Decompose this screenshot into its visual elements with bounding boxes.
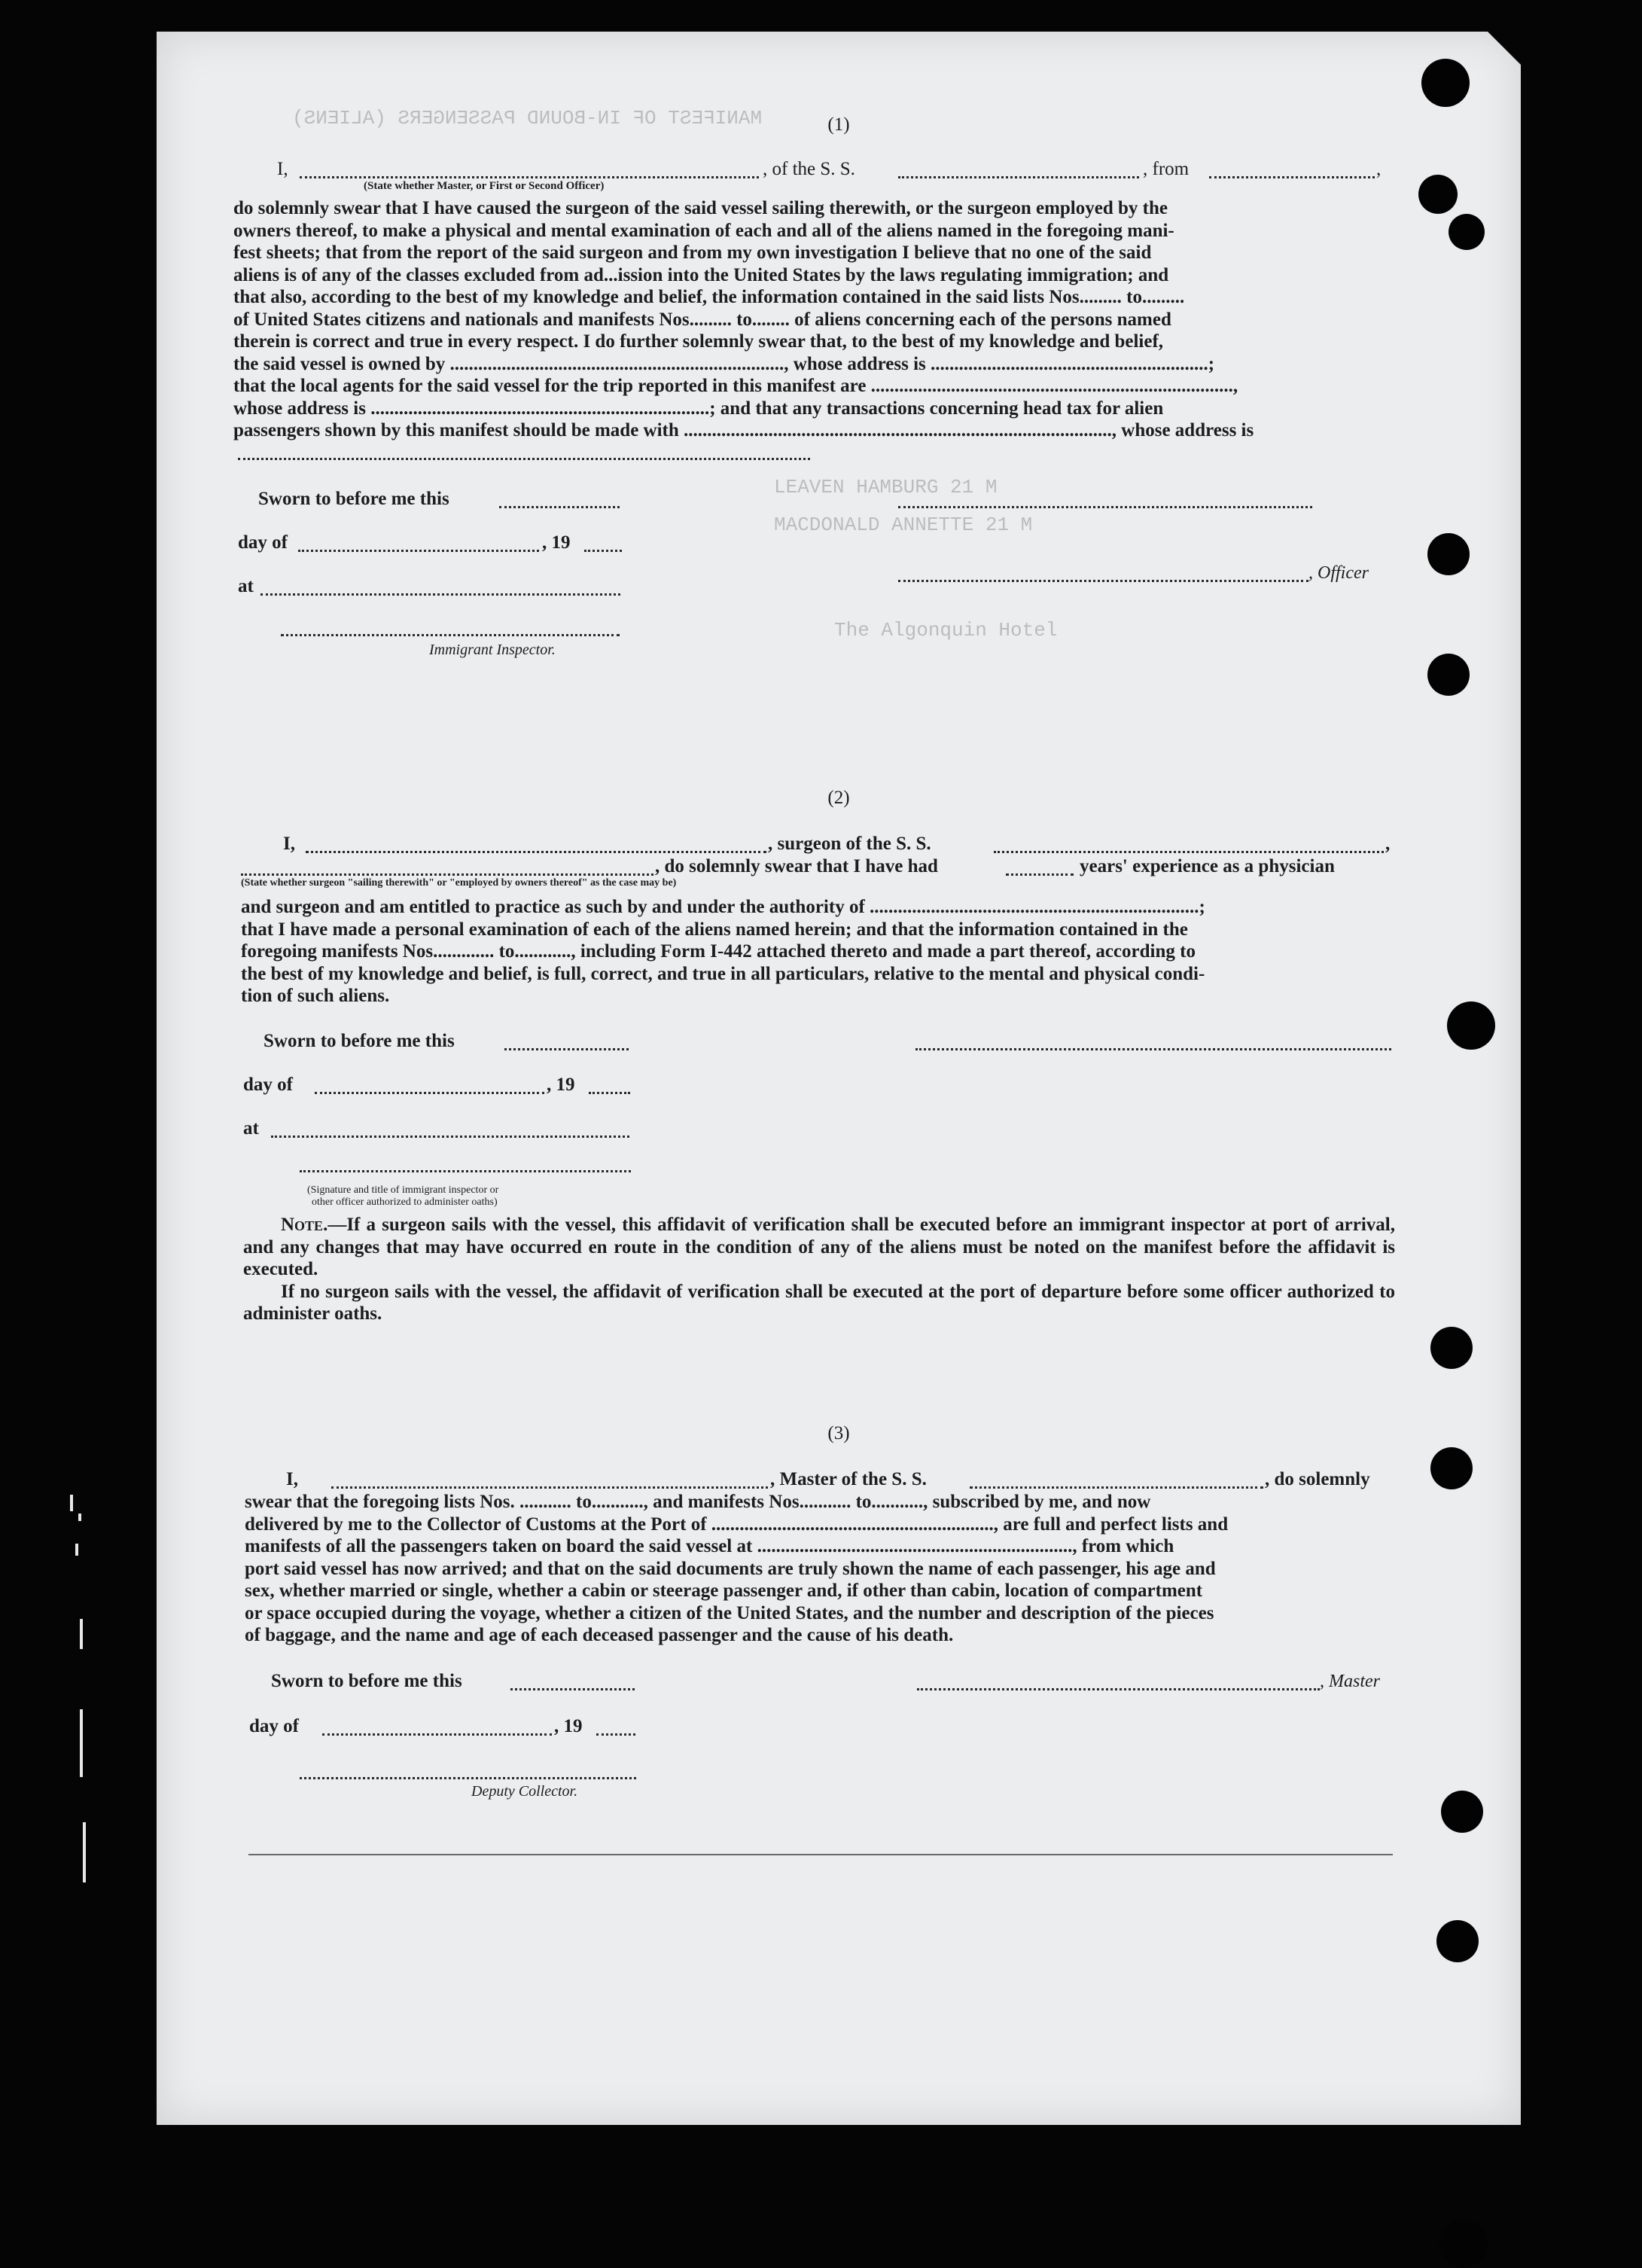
s1-line: owners thereof, to make a physical and mental examination of each and all of the aliens named in the foregoing mani-: [233, 220, 1174, 241]
s2-status-field[interactable]: [241, 873, 653, 876]
s3-i-label: I,: [286, 1469, 298, 1489]
s3-line: swear that the foregoing lists Nos. ........... to..........., and manifests Nos........... to..........., subscribed by me, and now: [245, 1492, 1151, 1512]
s1-from-label: , from: [1143, 159, 1190, 179]
s2-line: foregoing manifests Nos............. to............, including Form I-442 attached thereto and made a part thereof, according to: [241, 941, 1196, 962]
s1-day-field[interactable]: [298, 550, 539, 552]
binder-hole: [1447, 1001, 1495, 1050]
s3-master-name-field[interactable]: [331, 1486, 768, 1489]
s1-address-field[interactable]: [238, 458, 810, 460]
s2-sig-note-1: (Signature and title of immigrant inspector or: [307, 1184, 499, 1196]
film-edge-mark: [80, 1619, 83, 1649]
s2-oath-text: [241, 896, 1391, 1007]
s3-sworn-date-field[interactable]: [510, 1688, 635, 1690]
s1-line: do solemnly swear that I have caused the surgeon of the said vessel sailing therewith, or the surgeon employed by the: [233, 198, 1168, 218]
s1-line: that the local agents for the said vessel for the trip reported in this manifest are .............................................................................,: [233, 376, 1238, 396]
s1-inspector-signature-line[interactable]: [281, 634, 620, 636]
s2-note-paragraph: [243, 1214, 1395, 1325]
film-edge-mark: [78, 1514, 81, 1521]
s2-line: the best of my knowledge and belief, is full, correct, and true in all particulars, relative to the mental and physical condi-: [241, 963, 1205, 984]
s3-master-label: , Master of the S. S.: [770, 1469, 927, 1489]
binder-hole: [1441, 1791, 1483, 1833]
bleed-through-text: MANIFEST OF IN-BOUND PASSENGERS (ALIENS): [292, 107, 763, 130]
s1-officer-note: (State whether Master, or First or Second Officer): [364, 180, 605, 192]
s2-line: tion of such aliens.: [241, 986, 390, 1006]
s3-line: port said vessel has now arrived; and that on the said documents are truly shown the name of each passenger, his age and: [245, 1558, 1216, 1579]
s3-swear-label: , do solemnly: [1265, 1469, 1370, 1489]
s2-status-note: (State whether surgeon "sailing therewith" or "employed by owners thereof" as the case may be): [241, 877, 677, 889]
binder-hole: [1430, 1447, 1473, 1489]
section-2-number: (2): [827, 788, 850, 808]
s1-sworn-label: Sworn to before me this: [258, 489, 449, 509]
s1-line: of United States citizens and nationals and manifests Nos......... to........ of aliens concerning each of the persons named: [233, 309, 1171, 330]
bottom-rule: [248, 1854, 1393, 1855]
s3-day-label: day of: [249, 1716, 299, 1736]
s2-vessel-field[interactable]: [994, 851, 1384, 853]
s3-year-label: , 19: [554, 1716, 583, 1736]
folded-corner: [1488, 32, 1521, 65]
s1-day-label: day of: [238, 532, 288, 553]
s2-sig-note-2: other officer authorized to administer oaths): [312, 1196, 498, 1208]
bleed-through-text: MACDONALD ANNETTE 21 M: [774, 514, 1033, 536]
s2-at-field[interactable]: [271, 1136, 629, 1138]
s2-i-label: I,: [283, 834, 295, 854]
s2-at-label: at: [243, 1118, 259, 1139]
s2-note-label: Note.: [281, 1215, 328, 1235]
s2-line: that I have made a personal examination of each of the aliens named herein; and that the information contained in the: [241, 919, 1188, 940]
s1-vessel-field[interactable]: [898, 176, 1139, 178]
s2-years-field[interactable]: [1006, 873, 1074, 876]
s3-year-field[interactable]: [596, 1733, 635, 1736]
s2-inspector-signature-line[interactable]: [300, 1170, 631, 1172]
s3-line: manifests of all the passengers taken on board the said vessel at ..................................................................., from which: [245, 1536, 1174, 1556]
binder-hole: [1427, 533, 1470, 575]
s2-note-text-2: If no surgeon sails with the vessel, the affidavit of verification shall be executed at the port of departure before some officer authorized to administer oaths.: [243, 1281, 1395, 1324]
binder-hole: [1436, 1920, 1479, 1962]
s3-master-title: , Master: [1320, 1672, 1380, 1691]
s2-note-text: —If a surgeon sails with the vessel, this affidavit of verification shall be executed before an immigrant inspector at port of arrival, and any changes that may have occurred en route in the condition of any of the aliens must be noted on the manifest before the affidavit is executed.: [243, 1215, 1395, 1279]
s1-from-field[interactable]: [1209, 176, 1375, 178]
s3-day-field[interactable]: [322, 1733, 552, 1736]
s1-i-label: I,: [277, 159, 288, 179]
s1-line: the said vessel is owned by ......................................................................., whose address is ...........................................................;: [233, 353, 1215, 374]
s1-at-field[interactable]: [260, 593, 620, 596]
section-3-number: (3): [827, 1423, 850, 1443]
s2-surgeon-name-field[interactable]: [306, 851, 766, 853]
s1-officer-name-field[interactable]: [300, 176, 759, 178]
s1-oath-text: [233, 197, 1385, 442]
film-edge-mark: [75, 1544, 78, 1556]
s1-officer-signature-line[interactable]: [898, 506, 1312, 508]
s2-years-label: years' experience as a physician: [1080, 856, 1335, 876]
s2-comma: ,: [1385, 834, 1391, 854]
s1-sworn-date-field[interactable]: [499, 506, 620, 508]
s3-line: or space occupied during the voyage, whether a citizen of the United States, and the number and description of the pieces: [245, 1602, 1214, 1623]
binder-hole: [1418, 175, 1458, 214]
s1-line: aliens is of any of the classes excluded from ad...ission into the United States by the laws regulating immigration; and: [233, 264, 1169, 285]
film-edge-mark: [70, 1495, 73, 1511]
s1-comma: ,: [1376, 159, 1382, 179]
manifest-back-page: [157, 32, 1521, 2125]
binder-hole: [1427, 654, 1470, 696]
s3-sworn-label: Sworn to before me this: [271, 1671, 462, 1691]
s2-sworn-label: Sworn to before me this: [264, 1031, 455, 1051]
s3-line: delivered by me to the Collector of Customs at the Port of ............................................................, are full and perfect lists and: [245, 1514, 1229, 1535]
bleed-through-text: LEAVEN HAMBURG 21 M: [774, 476, 998, 498]
film-edge-mark: [80, 1709, 83, 1777]
s1-at-label: at: [238, 576, 254, 596]
binder-hole: [1430, 1327, 1473, 1369]
binder-hole: [1421, 59, 1470, 107]
bleed-through-text: The Algonquin Hotel: [834, 619, 1058, 642]
binder-hole: [1449, 214, 1485, 250]
s3-master-signature-line[interactable]: [917, 1688, 1320, 1690]
s3-deputy-signature-line[interactable]: [300, 1777, 636, 1779]
s1-officer-label: , Officer: [1308, 563, 1369, 583]
s1-year-field[interactable]: [584, 550, 622, 552]
s2-surgeon-label: , surgeon of the S. S.: [768, 834, 931, 854]
s1-line: that also, according to the best of my knowledge and belief, the information contained in the said lists Nos......... to.........: [233, 287, 1185, 307]
s1-line: passengers shown by this manifest should be made with ..........................................................................................., whose address is: [233, 420, 1254, 440]
s1-year-label: , 19: [542, 532, 571, 553]
s2-year-field[interactable]: [589, 1092, 630, 1094]
s2-sworn-date-field[interactable]: [504, 1048, 629, 1050]
s3-vessel-field[interactable]: [970, 1486, 1263, 1489]
s2-surgeon-signature-line[interactable]: [915, 1048, 1391, 1050]
s1-of-ss-label: , of the S. S.: [763, 159, 855, 179]
s1-officer-line[interactable]: [898, 580, 1308, 582]
s3-deputy-label: Deputy Collector.: [471, 1783, 578, 1800]
film-edge-mark: [83, 1822, 86, 1882]
s2-day-field[interactable]: [315, 1092, 544, 1094]
s2-year-label: , 19: [547, 1075, 575, 1095]
s3-line: sex, whether married or single, whether a cabin or steerage passenger and, if other than cabin, location of compartment: [245, 1581, 1203, 1601]
s1-line: fest sheets; that from the report of the said surgeon and from my own investigation I believe that no one of the said: [233, 242, 1152, 263]
s1-inspector-label: Immigrant Inspector.: [429, 642, 556, 658]
section-1-number: (1): [827, 114, 850, 135]
s2-line: and surgeon and am entitled to practice as such by and under the authority of ......................................................................;: [241, 897, 1205, 917]
s1-line: whose address is ........................................................................; and that any transactions concerning head tax for alien: [233, 398, 1164, 419]
s3-oath-text: [245, 1491, 1395, 1647]
s1-line: therein is correct and true in every respect. I do further solemnly swear that, to the best of my knowledge and belief,: [233, 331, 1164, 352]
s2-swear-label: , do solemnly swear that I have had: [655, 856, 938, 876]
s3-line: of baggage, and the name and age of each deceased passenger and the cause of his death.: [245, 1625, 954, 1645]
binder-hole: [1439, 2220, 1488, 2268]
s2-day-label: day of: [243, 1075, 293, 1095]
